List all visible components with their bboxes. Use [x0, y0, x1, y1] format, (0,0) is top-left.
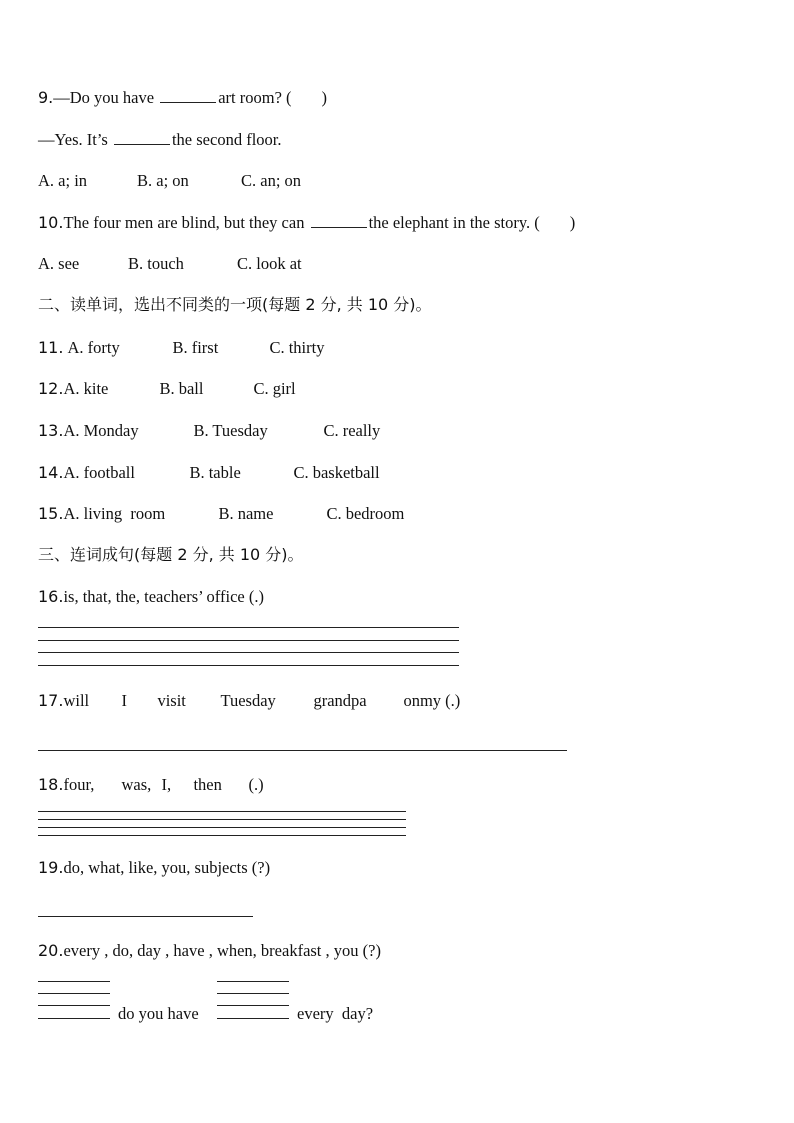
option-a[interactable]: A. football: [63, 463, 135, 482]
question-20: [38, 940, 381, 962]
question-text: The four men are blind, but they can: [63, 213, 309, 232]
answer-line[interactable]: [217, 993, 289, 994]
option-b[interactable]: B. touch: [128, 254, 184, 273]
option-b[interactable]: B. a; on: [137, 171, 189, 190]
answer-line[interactable]: [38, 652, 459, 653]
question-number: 13.: [38, 421, 64, 440]
question-number: 19.: [38, 858, 64, 877]
question-text: —Do you have: [53, 88, 159, 107]
question-9-line1: [38, 87, 327, 109]
answer-line[interactable]: [38, 1005, 110, 1006]
question-text: —Yes. It’s: [38, 130, 112, 149]
word: I: [121, 691, 127, 710]
answer-line[interactable]: [38, 665, 459, 666]
section-3-heading: 三、连词成句(每题 2 分, 共 10 分)。: [38, 545, 304, 564]
option-a[interactable]: A. Monday: [63, 421, 139, 440]
word: Tuesday: [220, 691, 276, 710]
question-number: 11.: [38, 338, 64, 357]
question-number: 15.: [38, 504, 64, 523]
word: was,: [121, 775, 152, 794]
question-20-end-text: every day?: [297, 1004, 374, 1023]
question-text: do, what, like, you, subjects (?): [63, 858, 271, 877]
question-17: [38, 690, 460, 712]
answer-line[interactable]: [38, 750, 567, 751]
word: four,: [63, 775, 95, 794]
option-c[interactable]: C. basketball: [293, 463, 380, 482]
word: visit: [157, 691, 186, 710]
option-b[interactable]: B. ball: [159, 379, 204, 398]
question-text: the elephant in the story. (: [368, 213, 540, 232]
answer-line[interactable]: [38, 916, 253, 917]
question-12: [38, 378, 296, 400]
question-13: [38, 420, 380, 442]
option-a[interactable]: A. kite: [63, 379, 109, 398]
question-text: ): [569, 213, 576, 232]
question-number: 20.: [38, 941, 64, 960]
option-c[interactable]: C. really: [323, 421, 381, 440]
option-c[interactable]: C. look at: [237, 254, 302, 273]
section-2-heading: 二、读单词，选出不同类的一项(每题 2 分, 共 10 分)。: [38, 295, 432, 314]
answer-line[interactable]: [38, 819, 406, 820]
question-15: [38, 503, 404, 525]
question-text: ): [321, 88, 328, 107]
question-9-line2: [38, 129, 281, 151]
option-c[interactable]: C. thirty: [269, 338, 325, 357]
question-20-mid-text: do you have: [118, 1004, 199, 1023]
option-b[interactable]: B. name: [218, 504, 274, 523]
word: onmy (.): [403, 691, 461, 710]
question-14: [38, 462, 380, 484]
word: I,: [161, 775, 172, 794]
option-a[interactable]: A. a; in: [38, 171, 88, 190]
answer-blank[interactable]: [114, 143, 170, 145]
question-16: [38, 586, 264, 608]
answer-blank[interactable]: [311, 226, 367, 228]
option-b[interactable]: B. first: [172, 338, 219, 357]
answer-line[interactable]: [38, 835, 406, 836]
answer-line[interactable]: [38, 827, 406, 828]
word: grandpa: [313, 691, 367, 710]
option-c[interactable]: C. girl: [253, 379, 296, 398]
question-number: 18.: [38, 775, 64, 794]
answer-line[interactable]: [38, 640, 459, 641]
question-text: the second floor.: [171, 130, 282, 149]
answer-line[interactable]: [217, 1005, 289, 1006]
question-19: [38, 857, 270, 879]
answer-line[interactable]: [38, 981, 110, 982]
question-number: 9.: [38, 88, 54, 107]
question-10-options: [38, 253, 302, 275]
word: will: [63, 691, 90, 710]
question-number: 12.: [38, 379, 64, 398]
question-number: 17.: [38, 691, 64, 710]
option-b[interactable]: B. Tuesday: [193, 421, 268, 440]
option-a[interactable]: A. see: [38, 254, 80, 273]
word: (.): [248, 775, 264, 794]
answer-line[interactable]: [217, 981, 289, 982]
option-c[interactable]: C. an; on: [241, 171, 302, 190]
answer-line[interactable]: [38, 993, 110, 994]
question-text: is, that, the, teachers’ office (.): [63, 587, 264, 606]
option-a[interactable]: A. living room: [63, 504, 166, 523]
answer-line[interactable]: [38, 811, 406, 812]
answer-blank[interactable]: [160, 101, 216, 103]
question-number: 10.: [38, 213, 64, 232]
option-b[interactable]: B. table: [189, 463, 241, 482]
question-18: [38, 774, 264, 796]
option-c[interactable]: C. bedroom: [326, 504, 405, 523]
option-a[interactable]: A. forty: [67, 338, 120, 357]
question-text: every , do, day , have , when, breakfast , you (?): [63, 941, 381, 960]
question-10-line1: [38, 212, 575, 234]
question-9-options: [38, 170, 301, 192]
answer-line[interactable]: [217, 1018, 289, 1019]
question-number: 16.: [38, 587, 64, 606]
question-number: 14.: [38, 463, 64, 482]
question-11: [38, 337, 324, 359]
answer-line[interactable]: [38, 1018, 110, 1019]
question-text: art room? (: [218, 88, 292, 107]
answer-line[interactable]: [38, 627, 459, 628]
word: then: [193, 775, 222, 794]
